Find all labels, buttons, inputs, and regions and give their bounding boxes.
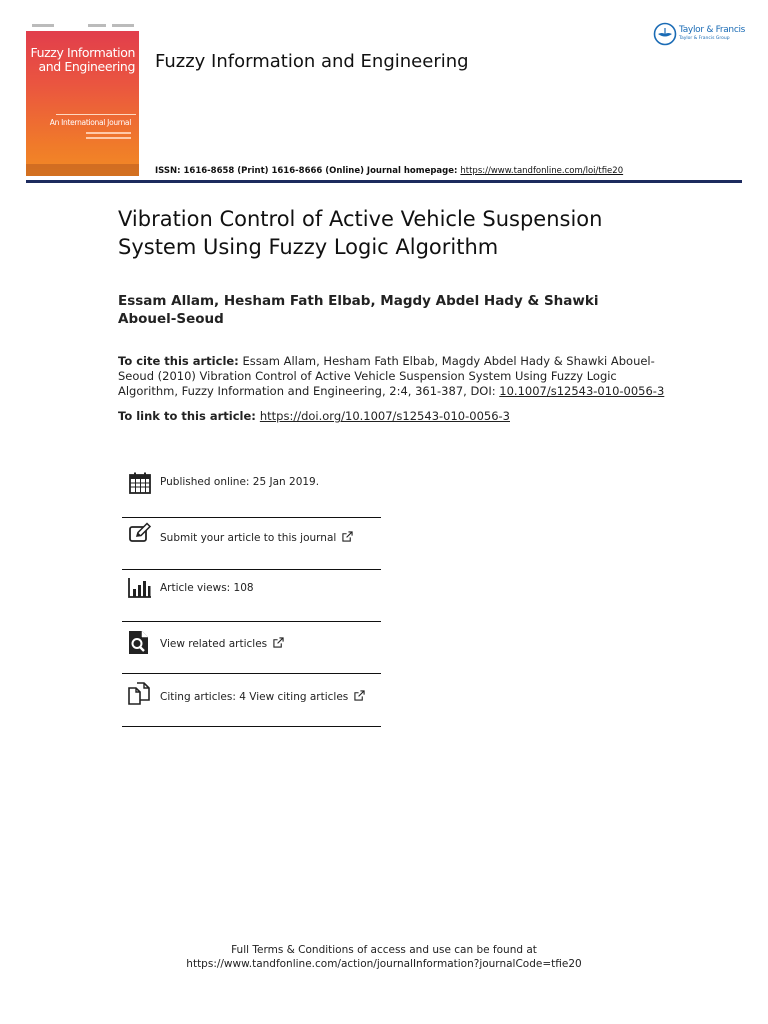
views-row xyxy=(122,569,381,622)
article-views: Article views: 108 xyxy=(160,582,254,594)
publisher-name: Taylor & Francis xyxy=(679,25,746,35)
cover-title: Fuzzy Information and Engineering xyxy=(30,45,135,74)
journal-cover-image xyxy=(26,22,139,176)
terms-footer xyxy=(0,943,768,971)
article-link-line xyxy=(118,409,678,424)
edit-icon xyxy=(128,522,152,546)
related-row[interactable] xyxy=(122,621,381,674)
cover-top-bar xyxy=(26,22,139,31)
external-link-icon xyxy=(354,690,365,701)
published-row xyxy=(122,465,381,518)
bar-chart-icon xyxy=(128,576,152,600)
submit-row[interactable] xyxy=(122,517,381,570)
cite-label: To cite this article: xyxy=(118,354,239,368)
article-title: Vibration Control of Active Vehicle Suspension System Using Fuzzy Logic Algorithm xyxy=(118,207,603,259)
cover-subtitle: An International Journal xyxy=(49,118,131,127)
publisher-group: Taylor & Francis Group xyxy=(679,36,730,41)
view-citing-link[interactable] xyxy=(160,690,365,703)
related-articles-icon xyxy=(128,630,152,654)
article-doi-link[interactable]: https://doi.org/10.1007/s12543-010-0056-3 xyxy=(259,409,510,423)
published-date: Published online: 25 Jan 2019. xyxy=(160,476,320,488)
journal-homepage-link[interactable]: https://www.tandfonline.com/loi/tfie20 xyxy=(460,166,624,176)
view-related-link[interactable] xyxy=(160,637,284,650)
related-label: View related articles xyxy=(160,638,268,650)
citing-row[interactable] xyxy=(122,674,381,727)
submit-label: Submit your article to this journal xyxy=(160,532,337,544)
issn-text: ISSN: 1616-8658 (Print) 1616-8666 (Online) Journal homepage: xyxy=(155,166,461,176)
cover-text-line xyxy=(86,132,131,134)
external-link-icon xyxy=(273,637,284,648)
external-link-icon xyxy=(342,531,353,542)
publisher-logo-icon xyxy=(653,22,677,46)
citation-block xyxy=(118,354,678,399)
link-label: To link to this article: xyxy=(118,409,256,423)
cover-divider xyxy=(56,114,136,115)
journal-name: Fuzzy Information and Engineering xyxy=(155,51,469,72)
cite-text: Essam Allam, Hesham Fath Elbab, Magdy Abdel Hady & Shawki Abouel-Seoud (2010) Vibration Control of Active Vehicle Suspension System Using Fuzzy Logic Algorithm, Fuzzy Information and Engineering, 2:4, 361-387, DOI: xyxy=(118,354,655,398)
citing-articles-icon xyxy=(128,682,152,706)
cover-text-line xyxy=(86,137,131,139)
publisher-logo xyxy=(653,22,746,50)
footer-terms-link[interactable]: https://www.tandfonline.com/action/journalInformation?journalCode=tfie20 xyxy=(186,958,582,970)
cover-footer xyxy=(26,164,139,176)
header-rule xyxy=(26,180,742,183)
calendar-icon xyxy=(128,471,152,495)
cite-doi-link[interactable]: 10.1007/s12543-010-0056-3 xyxy=(499,384,665,398)
citing-label: Citing articles: 4 View citing articles xyxy=(160,691,349,703)
article-authors: Essam Allam, Hesham Fath Elbab, Magdy Abdel Hady & Shawki Abouel-Seoud xyxy=(118,293,599,327)
submit-article-link[interactable] xyxy=(160,531,353,544)
issn-line xyxy=(155,166,623,176)
footer-line-1: Full Terms & Conditions of access and use can be found at xyxy=(231,944,537,956)
